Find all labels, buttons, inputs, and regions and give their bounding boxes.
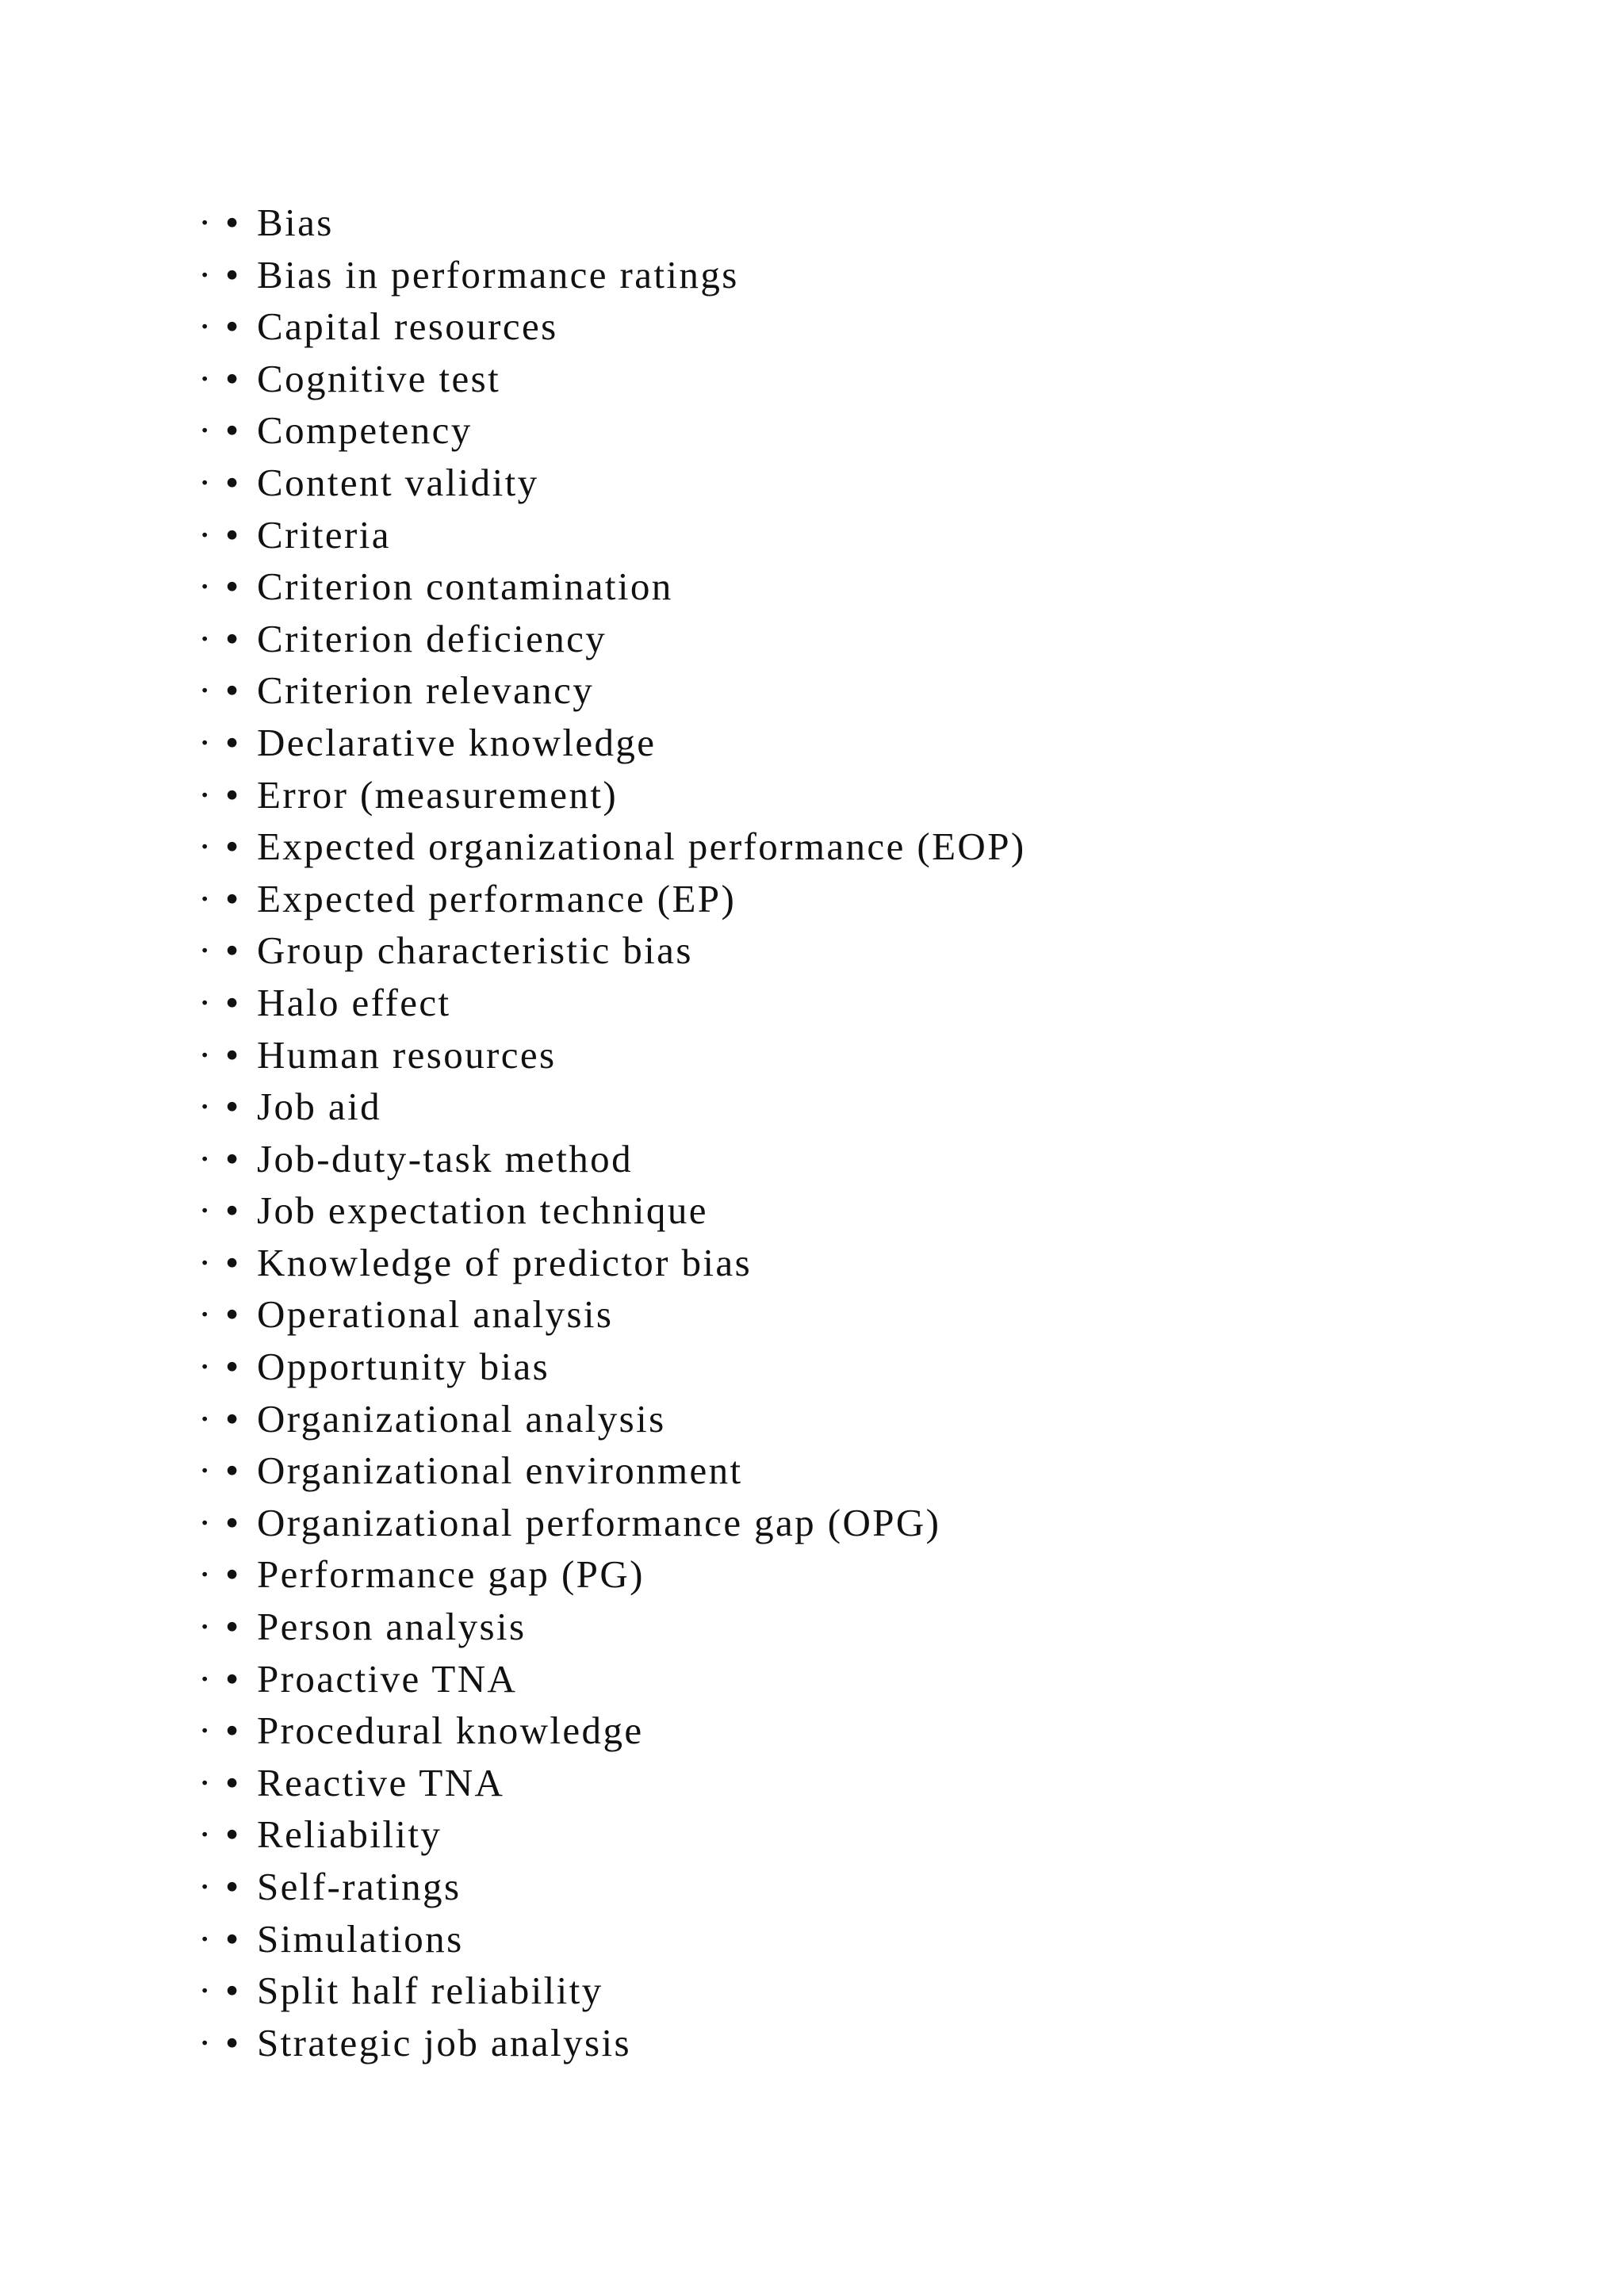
term-label: Reactive TNA: [257, 1760, 505, 1804]
bullet-icon: •: [225, 928, 239, 973]
bullet-icon: •: [225, 876, 239, 920]
bullet-icon: •: [225, 1916, 239, 1961]
term-label: Bias in performance ratings: [257, 252, 739, 297]
bullet-icon: •: [225, 1240, 239, 1284]
term-label: Group characteristic bias: [257, 928, 693, 973]
term-label: Declarative knowledge: [257, 720, 657, 764]
term-label: Halo effect: [257, 980, 451, 1024]
bullet-icon: •: [225, 980, 239, 1024]
list-item: [198, 1237, 1026, 1289]
bullet-icon: •: [225, 1709, 239, 1753]
term-label: Human resources: [257, 1032, 557, 1077]
middle-dot-marker: ·: [198, 304, 212, 349]
bullet-icon: •: [225, 1136, 239, 1181]
list-item: [198, 1393, 1026, 1445]
bullet-icon: •: [225, 460, 239, 504]
middle-dot-marker: ·: [198, 825, 212, 869]
list-item: [198, 300, 1026, 353]
middle-dot-marker: ·: [198, 1552, 212, 1597]
term-label: Reliability: [257, 1812, 442, 1857]
bullet-icon: •: [225, 1188, 239, 1233]
term-label: Cognitive test: [257, 356, 501, 400]
term-label: Job aid: [257, 1085, 381, 1129]
bullet-icon: •: [225, 408, 239, 453]
bullet-icon: •: [225, 1032, 239, 1077]
middle-dot-marker: ·: [198, 616, 212, 660]
bullet-icon: •: [225, 252, 239, 297]
middle-dot-marker: ·: [198, 1812, 212, 1857]
term-label: Person analysis: [257, 1605, 527, 1649]
list-item: [198, 1548, 1026, 1601]
middle-dot-marker: ·: [198, 1085, 212, 1129]
list-item: [198, 1497, 1026, 1549]
list-item: [198, 717, 1026, 769]
bullet-icon: •: [225, 1865, 239, 1908]
term-label: Error (measurement): [257, 772, 619, 817]
middle-dot-marker: ·: [198, 772, 212, 817]
term-label: Performance gap (PG): [257, 1552, 645, 1597]
term-label: Organizational analysis: [257, 1396, 666, 1441]
term-label: Simulations: [257, 1916, 464, 1961]
term-label: Self-ratings: [257, 1865, 462, 1908]
list-item: [198, 1705, 1026, 1757]
middle-dot-marker: ·: [198, 1760, 212, 1804]
middle-dot-marker: ·: [198, 1605, 212, 1649]
term-label: Expected performance (EP): [257, 876, 737, 920]
list-item: [198, 1965, 1026, 2017]
middle-dot-marker: ·: [198, 928, 212, 973]
middle-dot-marker: ·: [198, 980, 212, 1024]
bullet-icon: •: [225, 1292, 239, 1337]
list-item: [198, 821, 1026, 873]
term-label: Knowledge of predictor bias: [257, 1240, 753, 1284]
middle-dot-marker: ·: [198, 1969, 212, 2013]
list-item: [198, 873, 1026, 925]
list-item: [198, 1184, 1026, 1237]
middle-dot-marker: ·: [198, 1188, 212, 1233]
bullet-icon: •: [225, 356, 239, 400]
bullet-icon: •: [225, 668, 239, 713]
middle-dot-marker: ·: [198, 201, 212, 244]
term-label: Content validity: [257, 460, 539, 504]
bullet-icon: •: [225, 1552, 239, 1597]
middle-dot-marker: ·: [198, 1032, 212, 1077]
middle-dot-marker: ·: [198, 460, 212, 504]
term-label: Split half reliability: [257, 1969, 603, 2013]
list-item: [198, 1029, 1026, 1081]
bullet-icon: •: [225, 772, 239, 817]
list-item: [198, 613, 1026, 665]
bullet-icon: •: [225, 825, 239, 869]
middle-dot-marker: ·: [198, 1656, 212, 1701]
list-item: [198, 1601, 1026, 1653]
term-label: Organizational environment: [257, 1448, 743, 1493]
list-item: [198, 769, 1026, 821]
list-item: [198, 457, 1026, 509]
term-label: Proactive TNA: [257, 1656, 518, 1701]
bullet-icon: •: [225, 201, 239, 244]
list-item: [198, 1288, 1026, 1341]
middle-dot-marker: ·: [198, 1292, 212, 1337]
list-item: [198, 1913, 1026, 1965]
list-item: [198, 1081, 1026, 1133]
list-item: [198, 1757, 1026, 1809]
bullet-icon: •: [225, 1396, 239, 1441]
term-label: Criterion relevancy: [257, 668, 595, 713]
bullet-icon: •: [225, 1760, 239, 1804]
list-item: [198, 197, 1026, 249]
term-label: Job expectation technique: [257, 1188, 708, 1233]
middle-dot-marker: ·: [198, 1136, 212, 1181]
term-label: Organizational performance gap (OPG): [257, 1500, 941, 1544]
bullet-icon: •: [225, 616, 239, 660]
middle-dot-marker: ·: [198, 1865, 212, 1908]
term-label: Criterion contamination: [257, 564, 673, 609]
list-item: [198, 2017, 1026, 2069]
middle-dot-marker: ·: [198, 408, 212, 453]
list-item: [198, 1445, 1026, 1497]
bullet-icon: •: [225, 512, 239, 557]
list-item: [198, 353, 1026, 405]
list-item: [198, 664, 1026, 717]
term-label: Strategic job analysis: [257, 2020, 631, 2064]
term-label: Expected organizational performance (EOP): [257, 825, 1026, 869]
middle-dot-marker: ·: [198, 720, 212, 764]
middle-dot-marker: ·: [198, 1709, 212, 1753]
bullet-icon: •: [225, 1448, 239, 1493]
middle-dot-marker: ·: [198, 2020, 212, 2064]
term-label: Competency: [257, 408, 473, 453]
term-label: Criterion deficiency: [257, 616, 607, 660]
middle-dot-marker: ·: [198, 1448, 212, 1493]
middle-dot-marker: ·: [198, 876, 212, 920]
bullet-icon: •: [225, 1969, 239, 2013]
middle-dot-marker: ·: [198, 1396, 212, 1441]
term-label: Job-duty-task method: [257, 1136, 633, 1181]
middle-dot-marker: ·: [198, 512, 212, 557]
list-item: [198, 561, 1026, 613]
bullet-icon: •: [225, 720, 239, 764]
key-terms-list: [198, 197, 1026, 2068]
list-item: [198, 1653, 1026, 1705]
list-item: [198, 404, 1026, 457]
bullet-icon: •: [225, 564, 239, 609]
middle-dot-marker: ·: [198, 252, 212, 297]
bullet-icon: •: [225, 2020, 239, 2064]
middle-dot-marker: ·: [198, 564, 212, 609]
list-item: [198, 509, 1026, 561]
middle-dot-marker: ·: [198, 1916, 212, 1961]
list-item: [198, 924, 1026, 977]
bullet-icon: •: [225, 1500, 239, 1544]
term-label: Criteria: [257, 512, 391, 557]
bullet-icon: •: [225, 1085, 239, 1129]
middle-dot-marker: ·: [198, 1240, 212, 1284]
list-item: [198, 249, 1026, 301]
term-label: Procedural knowledge: [257, 1709, 644, 1753]
bullet-icon: •: [225, 1656, 239, 1701]
term-label: Capital resources: [257, 304, 558, 349]
bullet-icon: •: [225, 1345, 239, 1389]
term-label: Operational analysis: [257, 1292, 614, 1337]
list-item: [198, 1133, 1026, 1185]
list-item: [198, 1861, 1026, 1913]
middle-dot-marker: ·: [198, 356, 212, 400]
list-item: [198, 977, 1026, 1029]
bullet-icon: •: [225, 304, 239, 349]
bullet-icon: •: [225, 1605, 239, 1649]
term-label: Opportunity bias: [257, 1345, 550, 1389]
bullet-icon: •: [225, 1812, 239, 1857]
middle-dot-marker: ·: [198, 1345, 212, 1389]
list-item: [198, 1341, 1026, 1393]
middle-dot-marker: ·: [198, 1500, 212, 1544]
term-label: Bias: [257, 201, 334, 244]
middle-dot-marker: ·: [198, 668, 212, 713]
list-item: [198, 1808, 1026, 1861]
